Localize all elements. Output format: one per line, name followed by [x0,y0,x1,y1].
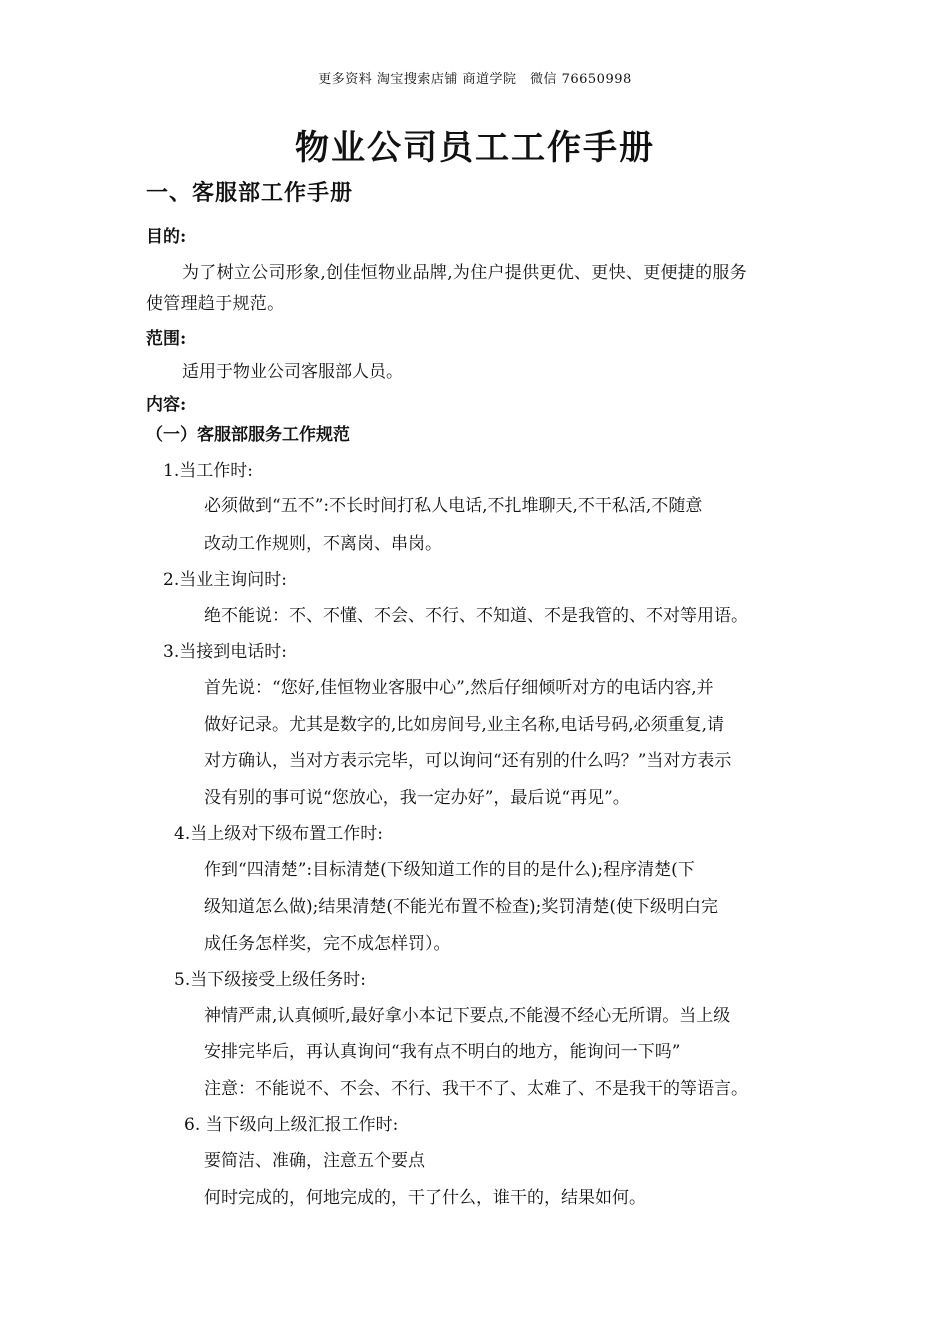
item-3-line-3: 对方确认，当对方表示完毕，可以询问“还有别的什么吗？”当对方表示 [204,751,732,771]
item-5-heading: 5.当下级接受上级任务时: [174,970,366,990]
item-4-line-3: 成任务怎样奖，完不成怎样罚）。 [204,934,451,954]
item-4-line-1: 作到“四清楚”:目标清楚(下级知道工作的目的是什么);程序清楚(下 [204,860,695,880]
item-3-line-2: 做好记录。尤其是数字的,比如房间号,业主名称,电话号码,必须重复,请 [204,715,725,735]
item-2-heading: 2.当业主询问时: [163,570,287,590]
scope-label: 范围: [146,329,187,349]
item-4-heading: 4.当上级对下级布置工作时: [174,824,383,844]
purpose-line-1: 为了树立公司形象,创佳恒物业品牌,为住户提供更优、更快、更便捷的服务 [182,263,748,283]
page-header: 更多资料 淘宝搜索店铺 商道学院 微信 76650998 [318,72,632,87]
item-5-line-2: 安排完毕后，再认真询问“我有点不明白的地方，能询问一下吗” [204,1042,681,1062]
section-heading: 一、客服部工作手册 [146,180,354,206]
item-3-heading: 3.当接到电话时: [163,642,287,662]
purpose-label: 目的: [146,227,187,247]
item-1-line-1: 必须做到“五不”:不长时间打私人电话,不扎堆聊天,不干私活,不随意 [204,496,703,516]
item-5-line-1: 神情严肃,认真倾听,最好拿小本记下要点,不能漫不经心无所谓。当上级 [204,1006,731,1026]
content-label: 内容: [146,395,187,415]
item-6-line-2: 何时完成的，何地完成的，干了什么，谁干的，结果如何。 [204,1188,646,1208]
item-5-line-3: 注意：不能说不、不会、不行、我干不了、太难了、不是我干的等语言。 [204,1079,748,1099]
item-3-line-1: 首先说：“您好,佳恒物业客服中心”,然后仔细倾听对方的电话内容,并 [204,678,714,698]
item-3-line-4: 没有别的事可说“您放心，我一定办好”，最后说“再见”。 [204,788,630,808]
scope-text: 适用于物业公司客服部人员。 [182,362,403,382]
item-6-line-1: 要简洁、准确，注意五个要点 [204,1151,425,1171]
item-1-line-2: 改动工作规则，不离岗、串岗。 [204,534,442,554]
item-2-line-1: 绝不能说：不、不懂、不会、不行、不知道、不是我管的、不对等用语。 [204,606,748,626]
item-6-heading: 6. 当下级向上级汇报工作时: [184,1115,399,1135]
purpose-line-2: 使管理趋于规范。 [146,294,285,314]
item-4-line-2: 级知道怎么做);结果清楚(不能光布置不检查);奖罚清楚(使下级明白完 [204,897,718,917]
item-1-heading: 1.当工作时: [163,461,253,481]
subsection-heading: （一）客服部服务工作规范 [146,425,350,445]
document-title: 物业公司员工工作手册 [295,128,655,168]
